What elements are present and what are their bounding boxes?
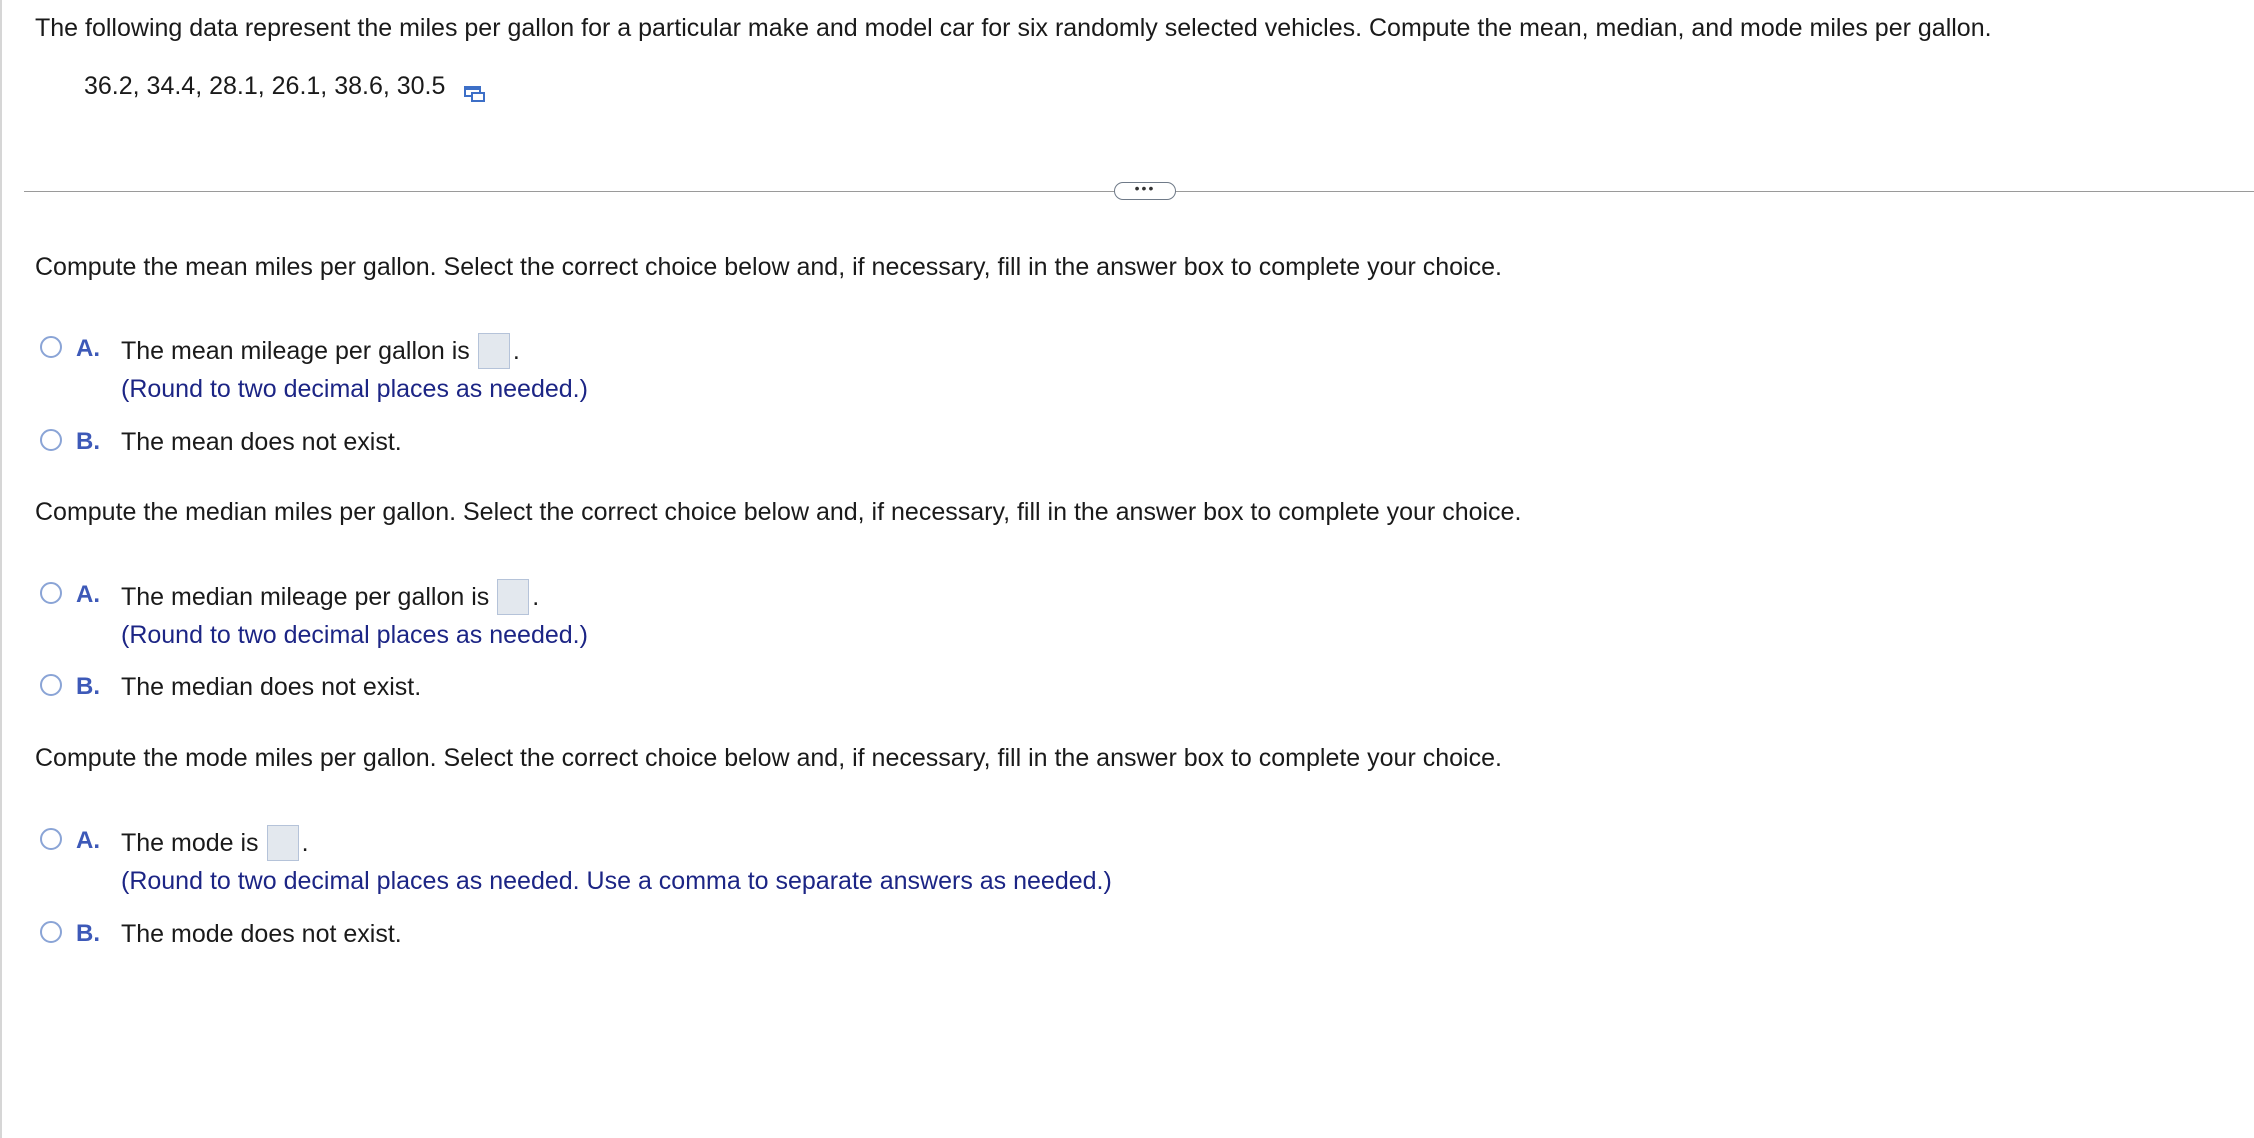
- median-choice-a-text: The median mileage per gallon is: [121, 583, 490, 611]
- problem-prompt: The following data represent the miles per gallon for a particular make and model car for six randomly selected vehicles. Compute the mean, median, and mode miles per gallon.: [35, 14, 1992, 42]
- copy-data-icon[interactable]: [463, 79, 487, 99]
- mode-choice-b[interactable]: [40, 918, 402, 950]
- mean-rounding-hint: (Round to two decimal places as needed.): [121, 375, 588, 403]
- mean-choice-b-letter: B.: [76, 428, 100, 455]
- mean-question: Compute the mean miles per gallon. Select the correct choice below and, if necessary, fill in the answer box to complete your choice.: [35, 253, 1502, 281]
- median-choice-b-letter: B.: [76, 673, 100, 700]
- median-rounding-hint: (Round to two decimal places as needed.): [121, 621, 588, 649]
- mode-question: Compute the mode miles per gallon. Select the correct choice below and, if necessary, fill in the answer box to complete your choice.: [35, 744, 1502, 772]
- mean-answer-box[interactable]: [478, 333, 510, 369]
- mode-choice-a[interactable]: [40, 825, 1112, 897]
- mean-choice-b-radio[interactable]: [40, 429, 62, 451]
- median-choice-b[interactable]: [40, 671, 421, 703]
- mode-choice-a-letter: A.: [76, 827, 100, 854]
- more-dots-icon: •••: [1134, 180, 1156, 196]
- median-choice-a-radio[interactable]: [40, 582, 62, 604]
- mode-rounding-hint: (Round to two decimal places as needed. Use a comma to separate answers as needed.): [121, 867, 1112, 895]
- mode-choice-b-radio[interactable]: [40, 921, 62, 943]
- data-values: [84, 70, 487, 102]
- median-choice-b-radio[interactable]: [40, 674, 62, 696]
- mean-choice-a[interactable]: [40, 333, 588, 405]
- mode-choice-a-suffix: .: [301, 829, 309, 857]
- median-choice-a-letter: A.: [76, 581, 100, 608]
- mode-choice-a-radio[interactable]: [40, 828, 62, 850]
- expand-more-button[interactable]: [1114, 182, 1176, 200]
- mode-choice-b-text: The mode does not exist.: [121, 920, 402, 948]
- mean-choice-b-text: The mean does not exist.: [121, 428, 402, 456]
- mode-choice-a-text: The mode is: [121, 829, 259, 857]
- mean-choice-b[interactable]: [40, 426, 402, 458]
- data-values-text: 36.2, 34.4, 28.1, 26.1, 38.6, 30.5: [84, 72, 446, 100]
- mean-choice-a-text: The mean mileage per gallon is: [121, 337, 470, 365]
- mode-answer-box[interactable]: [267, 825, 299, 861]
- mean-choice-a-suffix: .: [512, 337, 520, 365]
- median-choice-b-text: The median does not exist.: [121, 673, 422, 701]
- mode-choice-b-letter: B.: [76, 920, 100, 947]
- median-choice-a[interactable]: [40, 579, 588, 651]
- mean-choice-a-radio[interactable]: [40, 336, 62, 358]
- mean-choice-a-letter: A.: [76, 335, 100, 362]
- median-answer-box[interactable]: [497, 579, 529, 615]
- median-question: Compute the median miles per gallon. Select the correct choice below and, if necessary, fill in the answer box to complete your choice.: [35, 498, 1522, 526]
- median-choice-a-suffix: .: [532, 583, 540, 611]
